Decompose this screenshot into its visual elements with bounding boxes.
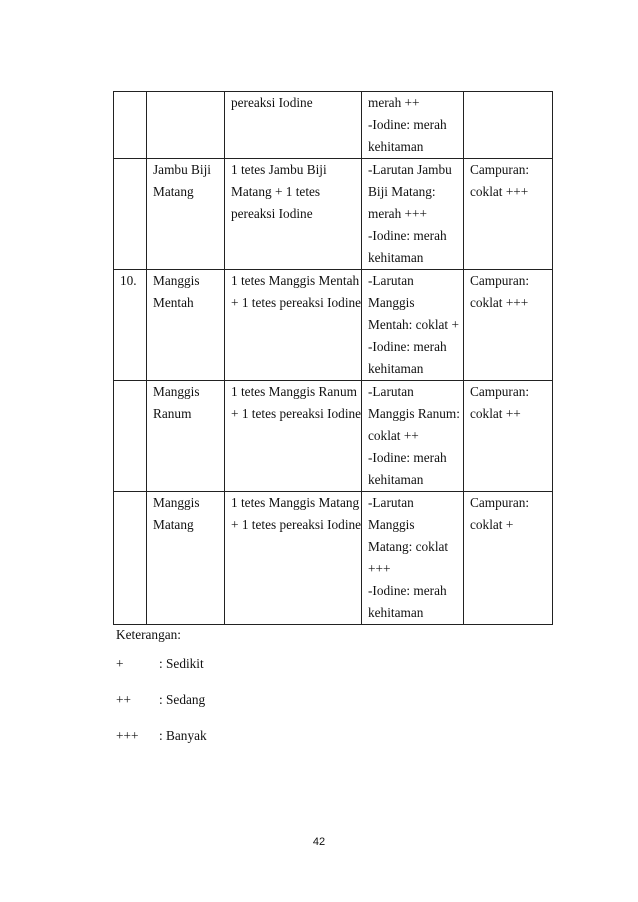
cell-conclusion xyxy=(464,270,553,381)
legend-meaning: : Sedang xyxy=(159,692,206,707)
treatment-line: + 1 tetes pereaksi Iodine xyxy=(231,295,362,310)
cell-result xyxy=(362,492,464,625)
sample-line: Matang xyxy=(153,517,194,532)
result-line: Mentah: coklat + xyxy=(368,317,459,332)
result-line: Biji Matang: xyxy=(368,184,436,199)
conclusion-line: Campuran: xyxy=(470,273,530,288)
cell-treatment xyxy=(225,270,362,381)
sample-line: Manggis xyxy=(153,273,200,288)
conclusion-line: Campuran: xyxy=(470,162,530,177)
result-line: +++ xyxy=(368,561,391,576)
result-line: kehitaman xyxy=(368,250,424,265)
result-line: -Iodine: merah xyxy=(368,117,447,132)
result-line: -Larutan xyxy=(368,495,414,510)
cell-treatment xyxy=(225,92,362,159)
cell-conclusion xyxy=(464,381,553,492)
legend-meaning: : Sedikit xyxy=(159,656,204,671)
cell-no xyxy=(114,92,147,159)
result-line: Manggis xyxy=(368,517,415,532)
treatment-line: 1 tetes Manggis Matang xyxy=(231,495,360,510)
row-number: 10. xyxy=(120,273,137,288)
cell-sample xyxy=(147,92,225,159)
cell-no xyxy=(114,159,147,270)
result-line: -Larutan Jambu xyxy=(368,162,452,177)
table-row xyxy=(114,381,553,492)
treatment-line: pereaksi Iodine xyxy=(231,206,313,221)
cell-result xyxy=(362,270,464,381)
cell-conclusion xyxy=(464,92,553,159)
conclusion-line: coklat +++ xyxy=(470,184,529,199)
sample-line: Mentah xyxy=(153,295,194,310)
result-line: -Iodine: merah xyxy=(368,339,447,354)
sample-line: Matang xyxy=(153,184,194,199)
legend-item xyxy=(116,728,207,744)
conclusion-line: coklat ++ xyxy=(470,406,521,421)
result-line: -Iodine: merah xyxy=(368,228,447,243)
result-line: -Larutan xyxy=(368,384,414,399)
table-row xyxy=(114,492,553,625)
cell-result xyxy=(362,159,464,270)
sample-line: Manggis xyxy=(153,384,200,399)
page-number: 42 xyxy=(312,836,326,848)
cell-result xyxy=(362,92,464,159)
result-line: -Iodine: merah xyxy=(368,450,447,465)
cell-treatment xyxy=(225,492,362,625)
conclusion-line: coklat + xyxy=(470,517,514,532)
treatment-line: Matang + 1 tetes xyxy=(231,184,321,199)
result-line: kehitaman xyxy=(368,605,424,620)
cell-conclusion xyxy=(464,492,553,625)
cell-conclusion xyxy=(464,159,553,270)
result-line: kehitaman xyxy=(368,472,424,487)
cell-no xyxy=(114,270,147,381)
cell-treatment xyxy=(225,159,362,270)
cell-sample xyxy=(147,381,225,492)
legend-symbol: +++ xyxy=(116,728,139,743)
legend-title: Keterangan: xyxy=(116,627,181,642)
conclusion-line: Campuran: xyxy=(470,384,530,399)
treatment-line: + 1 tetes pereaksi Iodine xyxy=(231,517,362,532)
legend-item xyxy=(116,656,204,672)
cell-no xyxy=(114,492,147,625)
conclusion-line: coklat +++ xyxy=(470,295,529,310)
legend-item xyxy=(116,692,205,708)
legend-meaning: : Banyak xyxy=(159,728,207,743)
sample-line: Manggis xyxy=(153,495,200,510)
results-table xyxy=(113,91,553,625)
conclusion-line: Campuran: xyxy=(470,495,530,510)
legend-symbol: + xyxy=(116,656,124,671)
sample-line: Ranum xyxy=(153,406,192,421)
treatment-line: + 1 tetes pereaksi Iodine xyxy=(231,406,362,421)
treatment-line: pereaksi Iodine xyxy=(231,95,313,110)
table-row xyxy=(114,92,553,159)
result-line: merah ++ xyxy=(368,95,420,110)
result-line: Matang: coklat xyxy=(368,539,449,554)
result-line: kehitaman xyxy=(368,361,424,376)
result-line: -Larutan xyxy=(368,273,414,288)
result-line: Manggis Ranum: xyxy=(368,406,460,421)
sample-line: Jambu Biji xyxy=(153,162,211,177)
cell-result xyxy=(362,381,464,492)
table-row xyxy=(114,270,553,381)
result-line: -Iodine: merah xyxy=(368,583,447,598)
treatment-line: 1 tetes Manggis Mentah xyxy=(231,273,360,288)
cell-sample xyxy=(147,492,225,625)
treatment-line: 1 tetes Manggis Ranum xyxy=(231,384,357,399)
cell-no xyxy=(114,381,147,492)
treatment-line: 1 tetes Jambu Biji xyxy=(231,162,327,177)
cell-treatment xyxy=(225,381,362,492)
result-line: kehitaman xyxy=(368,139,424,154)
result-line: merah +++ xyxy=(368,206,428,221)
table-row xyxy=(114,159,553,270)
cell-sample xyxy=(147,270,225,381)
cell-sample xyxy=(147,159,225,270)
legend-symbol: ++ xyxy=(116,692,131,707)
result-line: Manggis xyxy=(368,295,415,310)
result-line: coklat ++ xyxy=(368,428,419,443)
